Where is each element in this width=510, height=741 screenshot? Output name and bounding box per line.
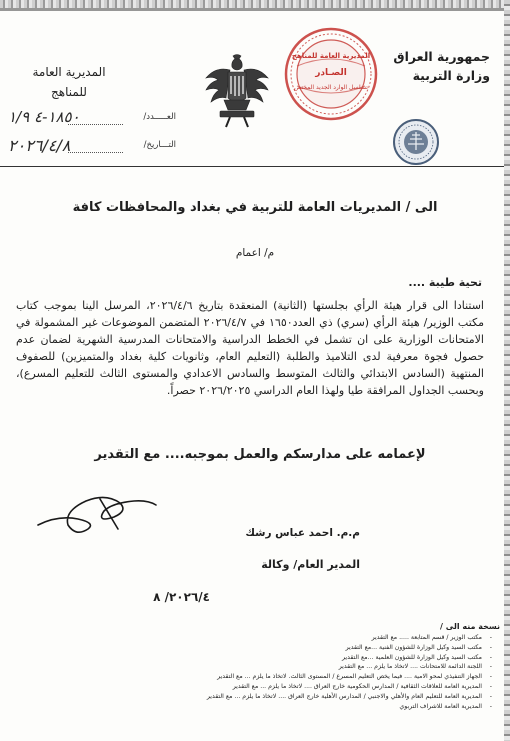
signatory-title: المدير العام/ وكالة	[261, 558, 360, 571]
copy-item: - المديرية العامة للاشراف التربوي	[22, 702, 492, 712]
signature-date: ٢٠٢٦/٤/ ٨	[153, 590, 210, 604]
header-divider	[0, 166, 504, 167]
scan-edge-shadow	[0, 8, 510, 11]
directorate-header	[14, 62, 124, 102]
closing-line: لإعمامه على مدارسكم والعمل بموجبه.... مع التقدير	[94, 447, 426, 462]
copy-item: - مكتب السيد وكيل الوزارة للشؤون الفنية ...مع التقدير	[22, 643, 492, 653]
header-country: جمهورية العراق	[393, 49, 490, 64]
letter-body	[16, 297, 484, 399]
body-paragraph: استنادا الى قرار هيئة الرأي بجلستها (الثانية) المنعقدة بتاريخ ٢٠٢٦/٤/٦، المرسل الينا بموجب كتاب مكتب الوزير/ هيئة الرأي (سري) ذي العدد١٦٥٠ في ٢٠٢٦/٤/٧ المتضمن الموضوعات غير المشمولة في الامتحانات الوزارية على ان تشمل في الخطط الدراسية والامتحانات المدرسية الشهرية لضمان عدم حصول فجوة معرفية لدى التلاميذ والطلبة (التعليم العام، وثانويات كلية بغداد والمتميزين) للصفوف المنتهية (السادس الابتدائي والثالث المتوسط والسادس الاعدادي والمستوى الثالث للتعليم المسرع)، وبحسب الجداول المرافقة طيا ولهذا العام الدراسي ٢٠٢٦/٢٠٢٥ حصراً.	[16, 299, 484, 397]
copy-item: - مكتب الوزير / قسم المتابعة ..... مع التقدير	[22, 633, 492, 643]
header-ministry: وزارة التربية	[412, 68, 490, 83]
scan-edge-right	[504, 0, 510, 741]
header-department: للمناهج	[51, 85, 87, 99]
copy-item: - اللجنة الدائمة للامتحانات .... لاتخاذ ما يلزم ... مع التقدير	[22, 662, 492, 672]
reference-date	[8, 134, 176, 158]
subject-line: م/ اعمام	[235, 247, 275, 259]
addressee-title: الى / المديريات العامة للتربية في بغداد والمحافظات كافة	[72, 200, 438, 215]
number-label: العـــــدد/	[143, 112, 176, 122]
copy-item: - الجهاز التنفيذي لمحو الامية .... فيما يخص التعليم المسرع / المستوى الثالث. لاتخاذ ما يلزم ... مع التقدير	[22, 672, 492, 682]
ministry-seal-icon	[392, 118, 440, 166]
date-value: ٢٠٢٦/٤/٨	[8, 136, 71, 155]
date-label: التـــاريخ/	[143, 140, 176, 150]
copy-item: - مكتب السيد وكيل الوزارة للشؤون العلمية ...مع التقدير	[22, 653, 492, 663]
copy-item: - المديرية العامة للتعليم العام والأهلي والاجنبي / المدارس الأهلية خارج العراق .... لاتخاذ ما يلزم ... مع التقدير	[22, 692, 492, 702]
stamp-line1: المديرية العامة للمناهج	[291, 52, 371, 60]
copy-to-list	[22, 633, 492, 711]
header-directorate: المديرية العامة	[32, 65, 106, 79]
eagle-emblem-icon	[200, 52, 274, 132]
greeting: تحية طيبة ....	[408, 276, 482, 289]
red-office-stamp	[283, 26, 379, 122]
stamp-line3: تسلسل الوارد الجديد المختص	[294, 84, 368, 91]
scan-edge-top	[0, 0, 510, 8]
date-dots	[68, 152, 123, 153]
number-value: ١٨٥٠-٤ ١/٩	[8, 108, 80, 126]
signatory-name: م.م. احمد عباس رشك	[245, 527, 360, 539]
copy-to-heading: نسخة منه الى /	[440, 622, 500, 631]
ministry-header	[370, 47, 490, 85]
reference-number	[8, 108, 176, 130]
stamp-line2: الصـادر	[315, 68, 347, 78]
copy-item: - المديرية العامة للعلاقات الثقافية / المدارس الحكومية خارج العراق .... لاتخاذ ما يلزم ... مع التقدير	[22, 682, 492, 692]
